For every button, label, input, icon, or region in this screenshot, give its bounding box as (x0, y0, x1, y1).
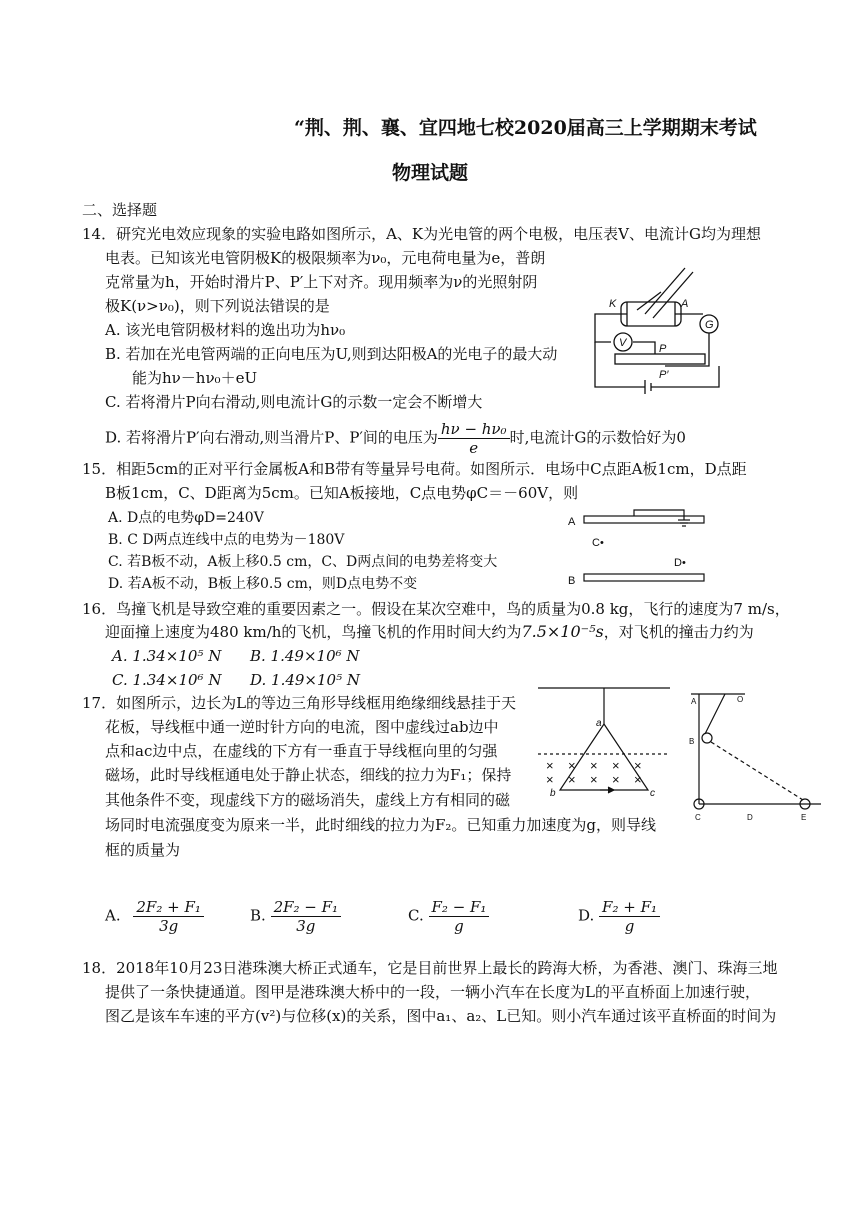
fig15-label-b: B (568, 575, 576, 587)
q17-option-d-den: g (624, 917, 635, 935)
q14-fraction (438, 420, 510, 457)
q17-option-b-label: B. (250, 906, 266, 925)
svg-text:×: × (568, 758, 576, 773)
q17-option-a-fraction (133, 898, 204, 935)
fig17-label-a: a (596, 718, 602, 729)
page-title: “荆、荆、襄、宜四地七校2020届高三上学期期末考试 (294, 117, 757, 139)
svg-text:×: × (590, 758, 598, 773)
svg-text:×: × (612, 758, 620, 773)
q17-option-b (250, 898, 341, 935)
fig14-label-a: A (681, 298, 689, 310)
q14-option-b2: 能为hν－hν₀＋eU (132, 369, 258, 387)
svg-text:×: × (634, 758, 642, 773)
q17-option-c-label: C. (408, 906, 424, 925)
q14-fraction-den: e (469, 439, 479, 457)
fig17-label-b: b (550, 788, 556, 799)
fig14-label-v: V (619, 337, 627, 349)
q15-option-a: A. D点的电势φD=240V (108, 510, 264, 526)
q17-option-c-fraction (429, 898, 490, 935)
q15-line2: B板1cm，C、D距离为5cm。已知A板接地，C点电势φC＝－60V，则 (105, 484, 579, 502)
fig17b-label-b: B (689, 737, 695, 746)
q17-line7: 框的质量为 (105, 841, 181, 859)
q16-time-value: 7.5×10⁻⁵s (521, 622, 604, 641)
svg-text:×: × (568, 772, 576, 787)
q15-option-b: B. C D两点连线中点的电势为－180V (108, 532, 345, 548)
q16-option-c: C. 1.34×10⁶ N (112, 671, 222, 689)
q16-line2 (105, 622, 754, 642)
q17-option-a (105, 898, 204, 935)
fig17b-label-c: C (695, 813, 701, 822)
svg-text:×: × (546, 758, 554, 773)
q17-option-b-den: 3g (296, 917, 316, 935)
q17-line1: 17．如图所示，边长为L的等边三角形导线框用绝缘细线悬挂于天 (82, 694, 517, 712)
svg-text:×: × (590, 772, 598, 787)
fig15-label-d: D• (674, 557, 686, 569)
fig15-label-c: C• (592, 537, 604, 549)
q14-option-d (105, 420, 686, 457)
q14-option-c: C. 若将滑片P向右滑动,则电流计G的示数一定会不断增大 (105, 393, 483, 411)
q17-line3: 点和ac边中点，在虚线的下方有一垂直于导线框向里的匀强 (105, 742, 498, 760)
fig17b-label-o: O (737, 695, 744, 704)
fig14-label-k: K (609, 298, 617, 310)
pendulum-figure (685, 690, 825, 825)
q17-option-b-fraction (271, 898, 342, 935)
q17-option-d-label: D. (578, 906, 595, 925)
q17-option-a-den: 3g (159, 917, 179, 935)
q14-line1: 14．研究光电效应现象的实验电路如图所示，A、K为光电管的两个电极，电压表V、电流计G均为理想 (82, 225, 761, 243)
q17-option-a-label: A. (105, 906, 121, 925)
q16-option-b: B. 1.49×10⁶ N (250, 647, 360, 665)
q17-line6: 场同时电流强度变为原来一半，此时细线的拉力为F₂。已知重力加速度为g，则导线 (105, 816, 657, 834)
fig15-label-a: A (568, 516, 576, 528)
q17-line4: 磁场，此时导线框通电处于静止状态，细线的拉力为F₁；保持 (105, 766, 512, 784)
q17-option-c-num: F₂ − F₁ (429, 898, 490, 917)
q17-option-c (408, 898, 489, 935)
triangle-frame-figure (532, 684, 682, 804)
q14-line2: 电表。已知该光电管阴极K的极限频率为ν₀，元电荷电量为e，普朗 (105, 249, 546, 267)
q17-option-d-num: F₂ + F₁ (599, 898, 660, 917)
parallel-plates-figure (568, 506, 718, 588)
fig14-label-g: G (705, 319, 714, 331)
svg-text:×: × (546, 772, 554, 787)
q14-line3: 克常量为h，开始时滑片P、P′上下对齐。现用频率为ν的光照射阴 (105, 273, 538, 291)
section-heading: 二、选择题 (82, 201, 158, 219)
q14-option-b1: B. 若加在光电管两端的正向电压为U,则到达阳极A的光电子的最大动 (105, 345, 558, 363)
svg-text:×: × (634, 772, 642, 787)
fig17b-label-d: D (747, 813, 753, 822)
q16-option-a: A. 1.34×10⁵ N (112, 647, 222, 665)
q14-option-d-pre: D. 若将滑片P′向右滑动,则当滑片P、P′间的电压为 (105, 428, 438, 447)
q14-option-d-post: 时,电流计G的示数恰好为0 (509, 428, 686, 447)
q15-option-d: D. 若A板不动，B板上移0.5 cm，则D点电势不变 (108, 576, 418, 592)
fig17b-label-a: A (691, 697, 697, 706)
fig14-label-p-prime: P′ (659, 369, 669, 381)
q17-option-d-fraction (599, 898, 660, 935)
fig17-label-c: c (650, 788, 655, 799)
q17-option-c-den: g (454, 917, 464, 935)
q18-line2: 提供了一条快捷通道。图甲是港珠澳大桥中的一段，一辆小汽车在长度为L的平直桥面上加速行驶， (105, 983, 760, 1001)
photoelectric-circuit-figure (585, 262, 735, 397)
fig14-label-p: P (659, 343, 667, 355)
q17-option-b-num: 2F₂ − F₁ (271, 898, 342, 917)
q17-option-d (578, 898, 660, 935)
q16-line2-pre: 迎面撞上速度为480 km/h的飞机，鸟撞飞机的作用时间大约为 (105, 623, 522, 641)
q16-option-d: D. 1.49×10⁵ N (250, 671, 360, 689)
q14-option-a: A. 该光电管阴极材料的逸出功为hν₀ (105, 321, 346, 339)
fig17b-label-e: E (801, 813, 807, 822)
q18-line1: 18．2018年10月23日港珠澳大桥正式通车，它是目前世界上最长的跨海大桥，为香港、澳门、珠海三地 (82, 959, 778, 977)
svg-text:×: × (612, 772, 620, 787)
q15-line1: 15．相距5cm的正对平行金属板A和B带有等量异号电荷。如图所示．电场中C点距A板1cm，D点距 (82, 460, 747, 478)
q17-line2: 花板，导线框中通一逆时针方向的电流，图中虚线过ab边中 (105, 718, 499, 736)
q18-line3: 图乙是该车车速的平方(v²)与位移(x)的关系，图中a₁、a₂、L已知。则小汽车通过该平直桥面的时间为 (105, 1007, 777, 1025)
q16-line2-post: ，对飞机的撞击力约为 (603, 623, 754, 641)
q15-option-c: C. 若B板不动，A板上移0.5 cm，C、D两点间的电势差将变大 (108, 554, 498, 570)
q14-line4: 极K(ν>ν₀)，则下列说法错误的是 (105, 297, 330, 315)
q17-option-a-num: 2F₂ + F₁ (133, 898, 204, 917)
page-subtitle: 物理试题 (392, 162, 469, 184)
q14-fraction-num: hν − hν₀ (438, 420, 510, 439)
q17-line5: 其他条件不变，现虚线下方的磁场消失，虚线上方有相同的磁 (105, 791, 511, 809)
q16-line1: 16．鸟撞飞机是导致空难的重要因素之一。假设在某次空难中，鸟的质量为0.8 kg，飞行的速度为7 m/s， (82, 600, 790, 618)
